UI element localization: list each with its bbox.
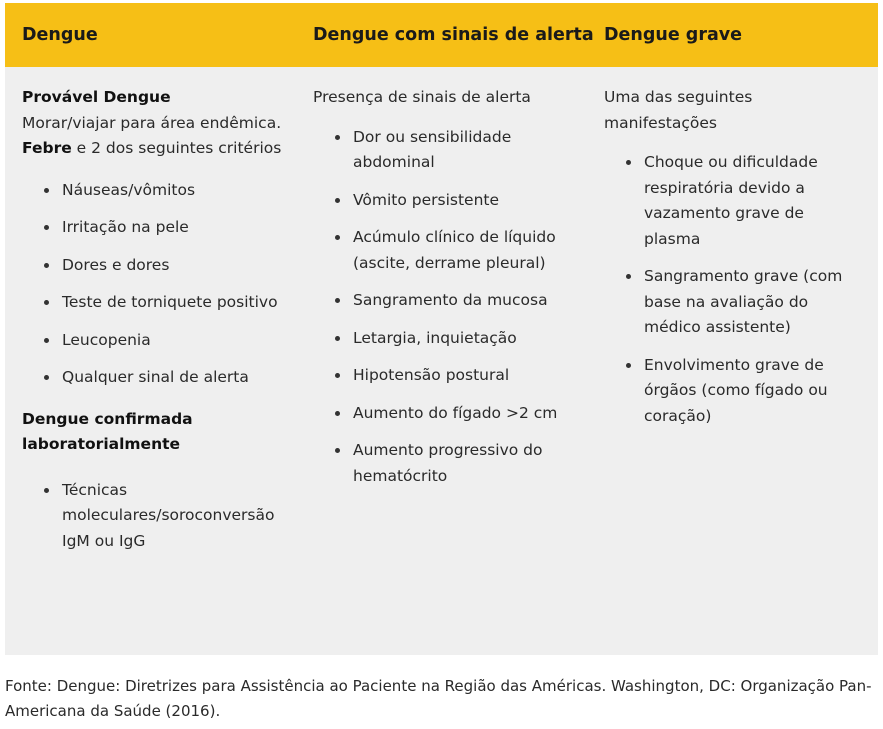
header-warning-signs: Dengue com sinais de alerta xyxy=(313,25,594,45)
table-header xyxy=(5,3,878,67)
list-item: Leucopenia xyxy=(22,328,287,354)
list-item: Náuseas/vômitos xyxy=(22,178,287,204)
list-item: Hipotensão postural xyxy=(313,363,575,389)
classification-table xyxy=(5,3,878,655)
list-item: Letargia, inquietação xyxy=(313,326,575,352)
list-item: Aumento progressivo do hematócrito xyxy=(313,438,575,489)
list-item: Envolvimento grave de órgãos (como fígado ou coração) xyxy=(604,353,854,430)
list-item: Aumento do fígado >2 cm xyxy=(313,401,575,427)
list-item: Sangramento grave (com base na avaliação do médico assistente) xyxy=(604,264,854,341)
fever-label: Febre xyxy=(22,139,72,157)
probable-dengue-title: Provável Dengue xyxy=(22,88,171,106)
column-warning-signs xyxy=(313,85,575,501)
probable-dengue-text: Morar/viajar para área endêmica. xyxy=(22,113,282,132)
header-severe-dengue: Dengue grave xyxy=(604,25,743,45)
fever-criteria-line xyxy=(22,136,287,162)
list-item: Choque ou dificuldade respiratória devido a vazamento grave de plasma xyxy=(604,150,854,252)
list-item: Acúmulo clínico de líquido (ascite, derrame pleural) xyxy=(313,225,575,276)
confirmed-list xyxy=(22,478,287,555)
header-dengue: Dengue xyxy=(22,25,98,45)
list-item: Teste de torniquete positivo xyxy=(22,290,287,316)
criteria-list xyxy=(22,178,287,391)
list-item: Dores e dores xyxy=(22,253,287,279)
source-citation: Fonte: Dengue: Diretrizes para Assistência ao Paciente na Região das Américas. Washington, DC: Organização Pan-Americana da Saúde (2016). xyxy=(5,677,872,720)
list-item: Vômito persistente xyxy=(313,188,575,214)
list-item: Sangramento da mucosa xyxy=(313,288,575,314)
severe-list xyxy=(604,150,854,429)
list-item: Qualquer sinal de alerta xyxy=(22,365,287,391)
list-item: Dor ou sensibilidade abdominal xyxy=(313,125,575,176)
severe-intro: Uma das seguintes manifestações xyxy=(604,88,753,132)
list-item: Irritação na pele xyxy=(22,215,287,241)
fever-criteria-text: e 2 dos seguintes critérios xyxy=(71,139,282,157)
confirmed-dengue-title: Dengue confirmada laboratorialmente xyxy=(22,409,193,453)
column-dengue xyxy=(22,85,287,566)
warning-signs-list xyxy=(313,125,575,490)
column-severe-dengue xyxy=(604,85,854,441)
table-body xyxy=(5,67,878,655)
warning-intro: Presença de sinais de alerta xyxy=(313,88,531,106)
list-item: Técnicas moleculares/soroconversão IgM ou IgG xyxy=(22,478,287,555)
